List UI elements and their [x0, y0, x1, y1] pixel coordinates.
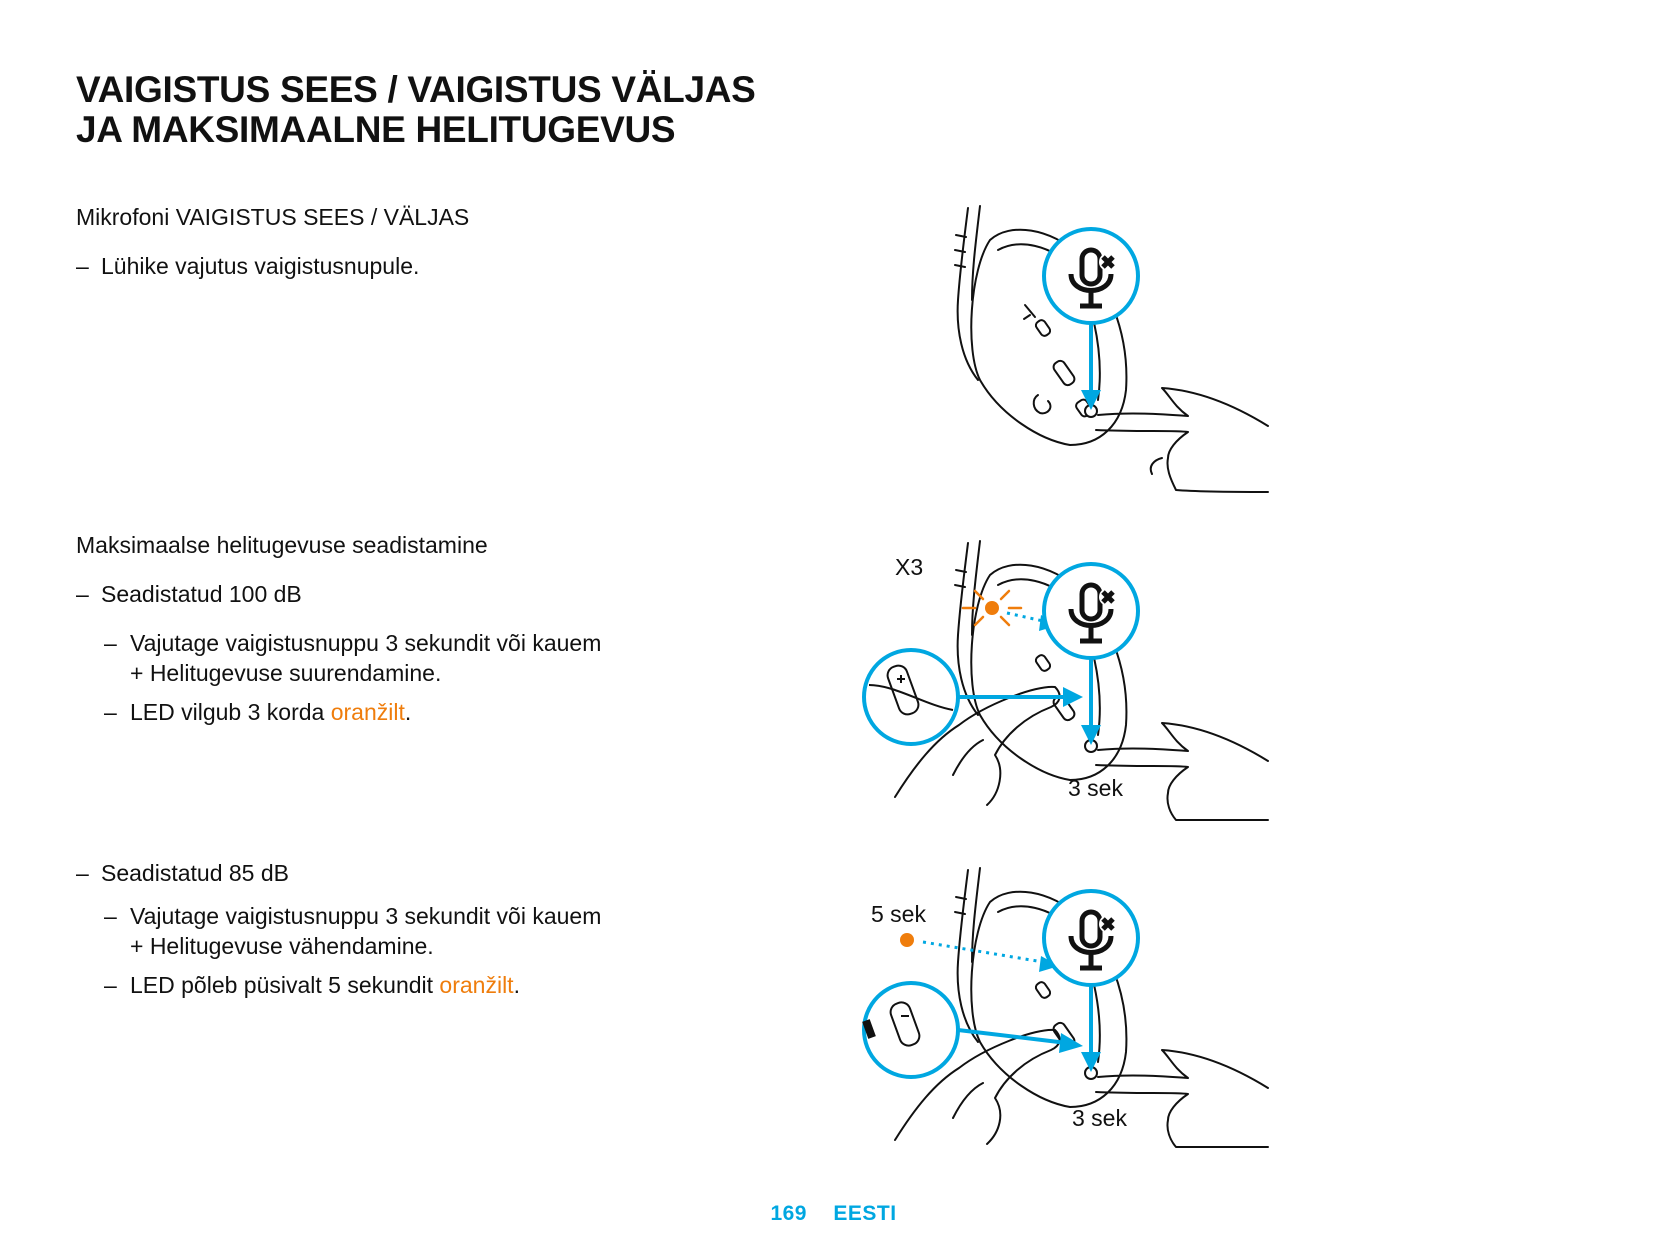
section1-bullet: Lühike vajutus vaigistusnupule. [101, 253, 420, 279]
mic-mute-icon [1044, 564, 1138, 658]
section2-sub2-prefix: LED vilgub 3 korda [130, 699, 331, 725]
section2-sub1-dash: – [104, 630, 117, 656]
section1-dash: – [76, 253, 89, 279]
section2-sub2-color: oranžilt [330, 699, 405, 725]
figure-max-volume-100 [855, 535, 1285, 820]
section3-dash: – [76, 860, 89, 886]
footer-language: EESTI [833, 1202, 897, 1225]
section3-sub2-dash: – [104, 972, 117, 998]
section3-sub1-line1: Vajutage vaigistusnuppu 3 sekundit või kauem [130, 903, 602, 929]
page-title-line2: JA MAKSIMAALNE HELITUGEVUS [76, 109, 676, 150]
section3-sub1 [130, 901, 601, 961]
section3-sub2-suffix: . [513, 972, 520, 998]
section2-sub1-line2: + Helitugevuse suurendamine. [130, 660, 442, 686]
section3-sub1-line2: + Helitugevuse vähendamine. [130, 933, 434, 959]
section3-sub2-color: oranžilt [439, 972, 514, 998]
section2-dash: – [76, 581, 89, 607]
volume-zoom-inset [864, 650, 958, 744]
section2-sub1-line1: Vajutage vaigistusnuppu 3 sekundit või kauem [130, 630, 602, 656]
figure-max-volume-85 [855, 862, 1285, 1147]
section2-sub1 [130, 628, 601, 688]
hand [1096, 388, 1268, 492]
page-number: 169 [770, 1202, 807, 1225]
led-dot-icon [900, 933, 914, 947]
volume-zoom-inset [862, 983, 958, 1077]
fig3-hold-label: 3 sek [1072, 1105, 1127, 1131]
section2-heading: Maksimaalse helitugevuse seadistamine [76, 532, 488, 558]
section2-sub2-suffix: . [404, 699, 412, 725]
led-dot-icon [985, 601, 999, 615]
mic-mute-icon [1044, 229, 1138, 323]
section3-item: Seadistatud 85 dB [101, 860, 289, 886]
page-title-line1: VAIGISTUS SEES / VAIGISTUS VÄLJAS [76, 69, 756, 110]
fig2-blink-label: X3 [895, 554, 924, 580]
mic-mute-icon [1044, 891, 1138, 985]
section3-sub2 [130, 970, 520, 1000]
section3-sub2-prefix: LED põleb püsivalt 5 sekundit [130, 972, 440, 998]
section3-sub1-dash: – [104, 903, 117, 929]
section2-sub2-dash: – [104, 699, 117, 725]
fig2-hold-label: 3 sek [1068, 775, 1123, 801]
section1-heading: Mikrofoni VAIGISTUS SEES / VÄLJAS [76, 204, 470, 230]
section2-item: Seadistatud 100 dB [101, 581, 302, 607]
section2-sub2 [130, 697, 411, 727]
fig3-led-label: 5 sek [871, 901, 926, 927]
headband [958, 208, 978, 380]
page-footer [0, 1202, 1667, 1226]
page-title [76, 70, 756, 150]
figure-mute-press [930, 200, 1280, 490]
